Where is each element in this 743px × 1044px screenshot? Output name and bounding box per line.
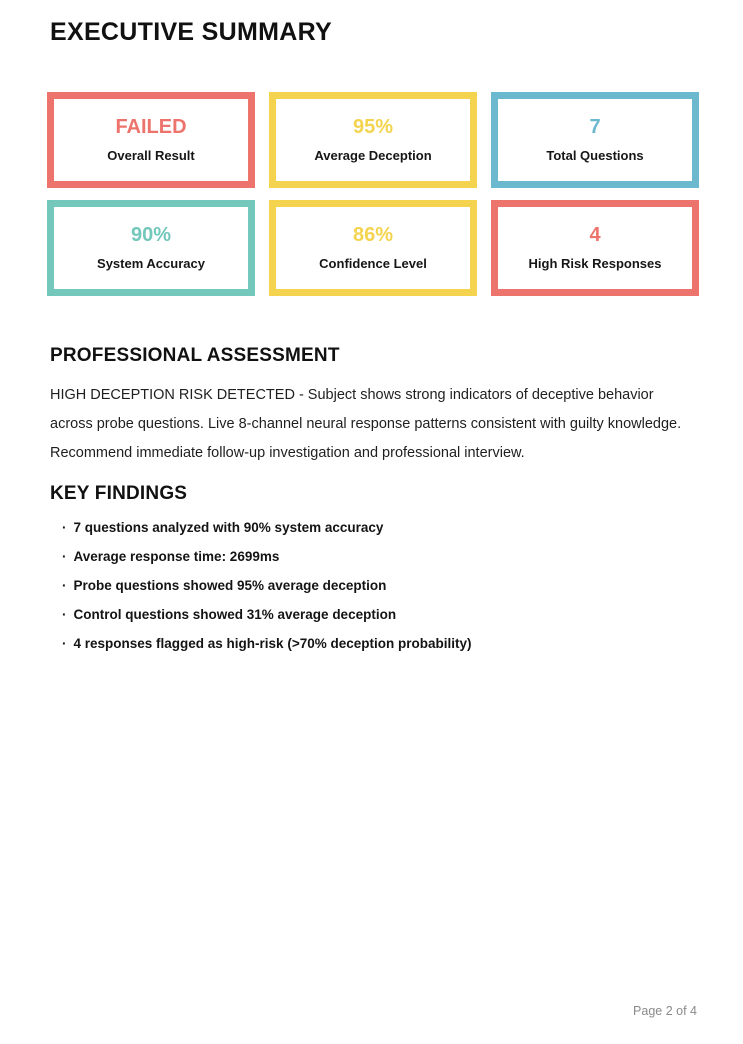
stat-card-system-accuracy <box>47 200 255 296</box>
finding-item <box>62 550 692 564</box>
finding-item <box>62 579 692 593</box>
stat-cards-grid <box>47 92 699 296</box>
stat-value: FAILED <box>115 116 187 138</box>
stat-value: 90% <box>130 224 172 246</box>
page-title: EXECUTIVE SUMMARY <box>50 18 332 46</box>
bullet-icon: · <box>62 578 67 593</box>
stat-card-high-risk-responses <box>491 200 699 296</box>
stat-label: Confidence Level <box>319 256 427 271</box>
stat-value: 95% <box>352 116 394 138</box>
stat-value: 4 <box>589 224 601 246</box>
stat-label: System Accuracy <box>97 256 205 271</box>
stat-card-overall-result <box>47 92 255 188</box>
finding-text: 4 responses flagged as high-risk (>70% deception probability) <box>73 636 472 651</box>
stat-label: High Risk Responses <box>528 256 662 271</box>
assessment-body-text: HIGH DECEPTION RISK DETECTED - Subject shows strong indicators of deceptive behavior across probe questions. Live 8-channel neural response patterns consistent with guilty knowledge. Recommend immediate follow-up investigation and professional interview. <box>50 387 682 461</box>
stat-card-average-deception <box>269 92 477 188</box>
finding-text: Probe questions showed 95% average deception <box>73 578 387 593</box>
stat-label: Overall Result <box>107 148 195 163</box>
stat-value: 86% <box>352 224 394 246</box>
finding-item <box>62 608 692 622</box>
stat-card-confidence-level <box>269 200 477 296</box>
stat-label: Average Deception <box>314 148 432 163</box>
assessment-heading: PROFESSIONAL ASSESSMENT <box>50 345 340 366</box>
stat-value: 7 <box>589 116 601 138</box>
findings-list <box>62 521 692 666</box>
finding-item <box>62 637 692 651</box>
findings-heading: KEY FINDINGS <box>50 483 188 504</box>
bullet-icon: · <box>62 607 67 622</box>
page-number: Page 2 of 4 <box>633 1004 697 1018</box>
bullet-icon: · <box>62 520 67 535</box>
finding-text: Control questions showed 31% average deception <box>73 607 397 622</box>
finding-text: Average response time: 2699ms <box>73 549 280 564</box>
stat-card-total-questions <box>491 92 699 188</box>
bullet-icon: · <box>62 549 67 564</box>
bullet-icon: · <box>62 636 67 651</box>
stat-label: Total Questions <box>546 148 644 163</box>
finding-text: 7 questions analyzed with 90% system accuracy <box>73 520 384 535</box>
finding-item <box>62 521 692 535</box>
